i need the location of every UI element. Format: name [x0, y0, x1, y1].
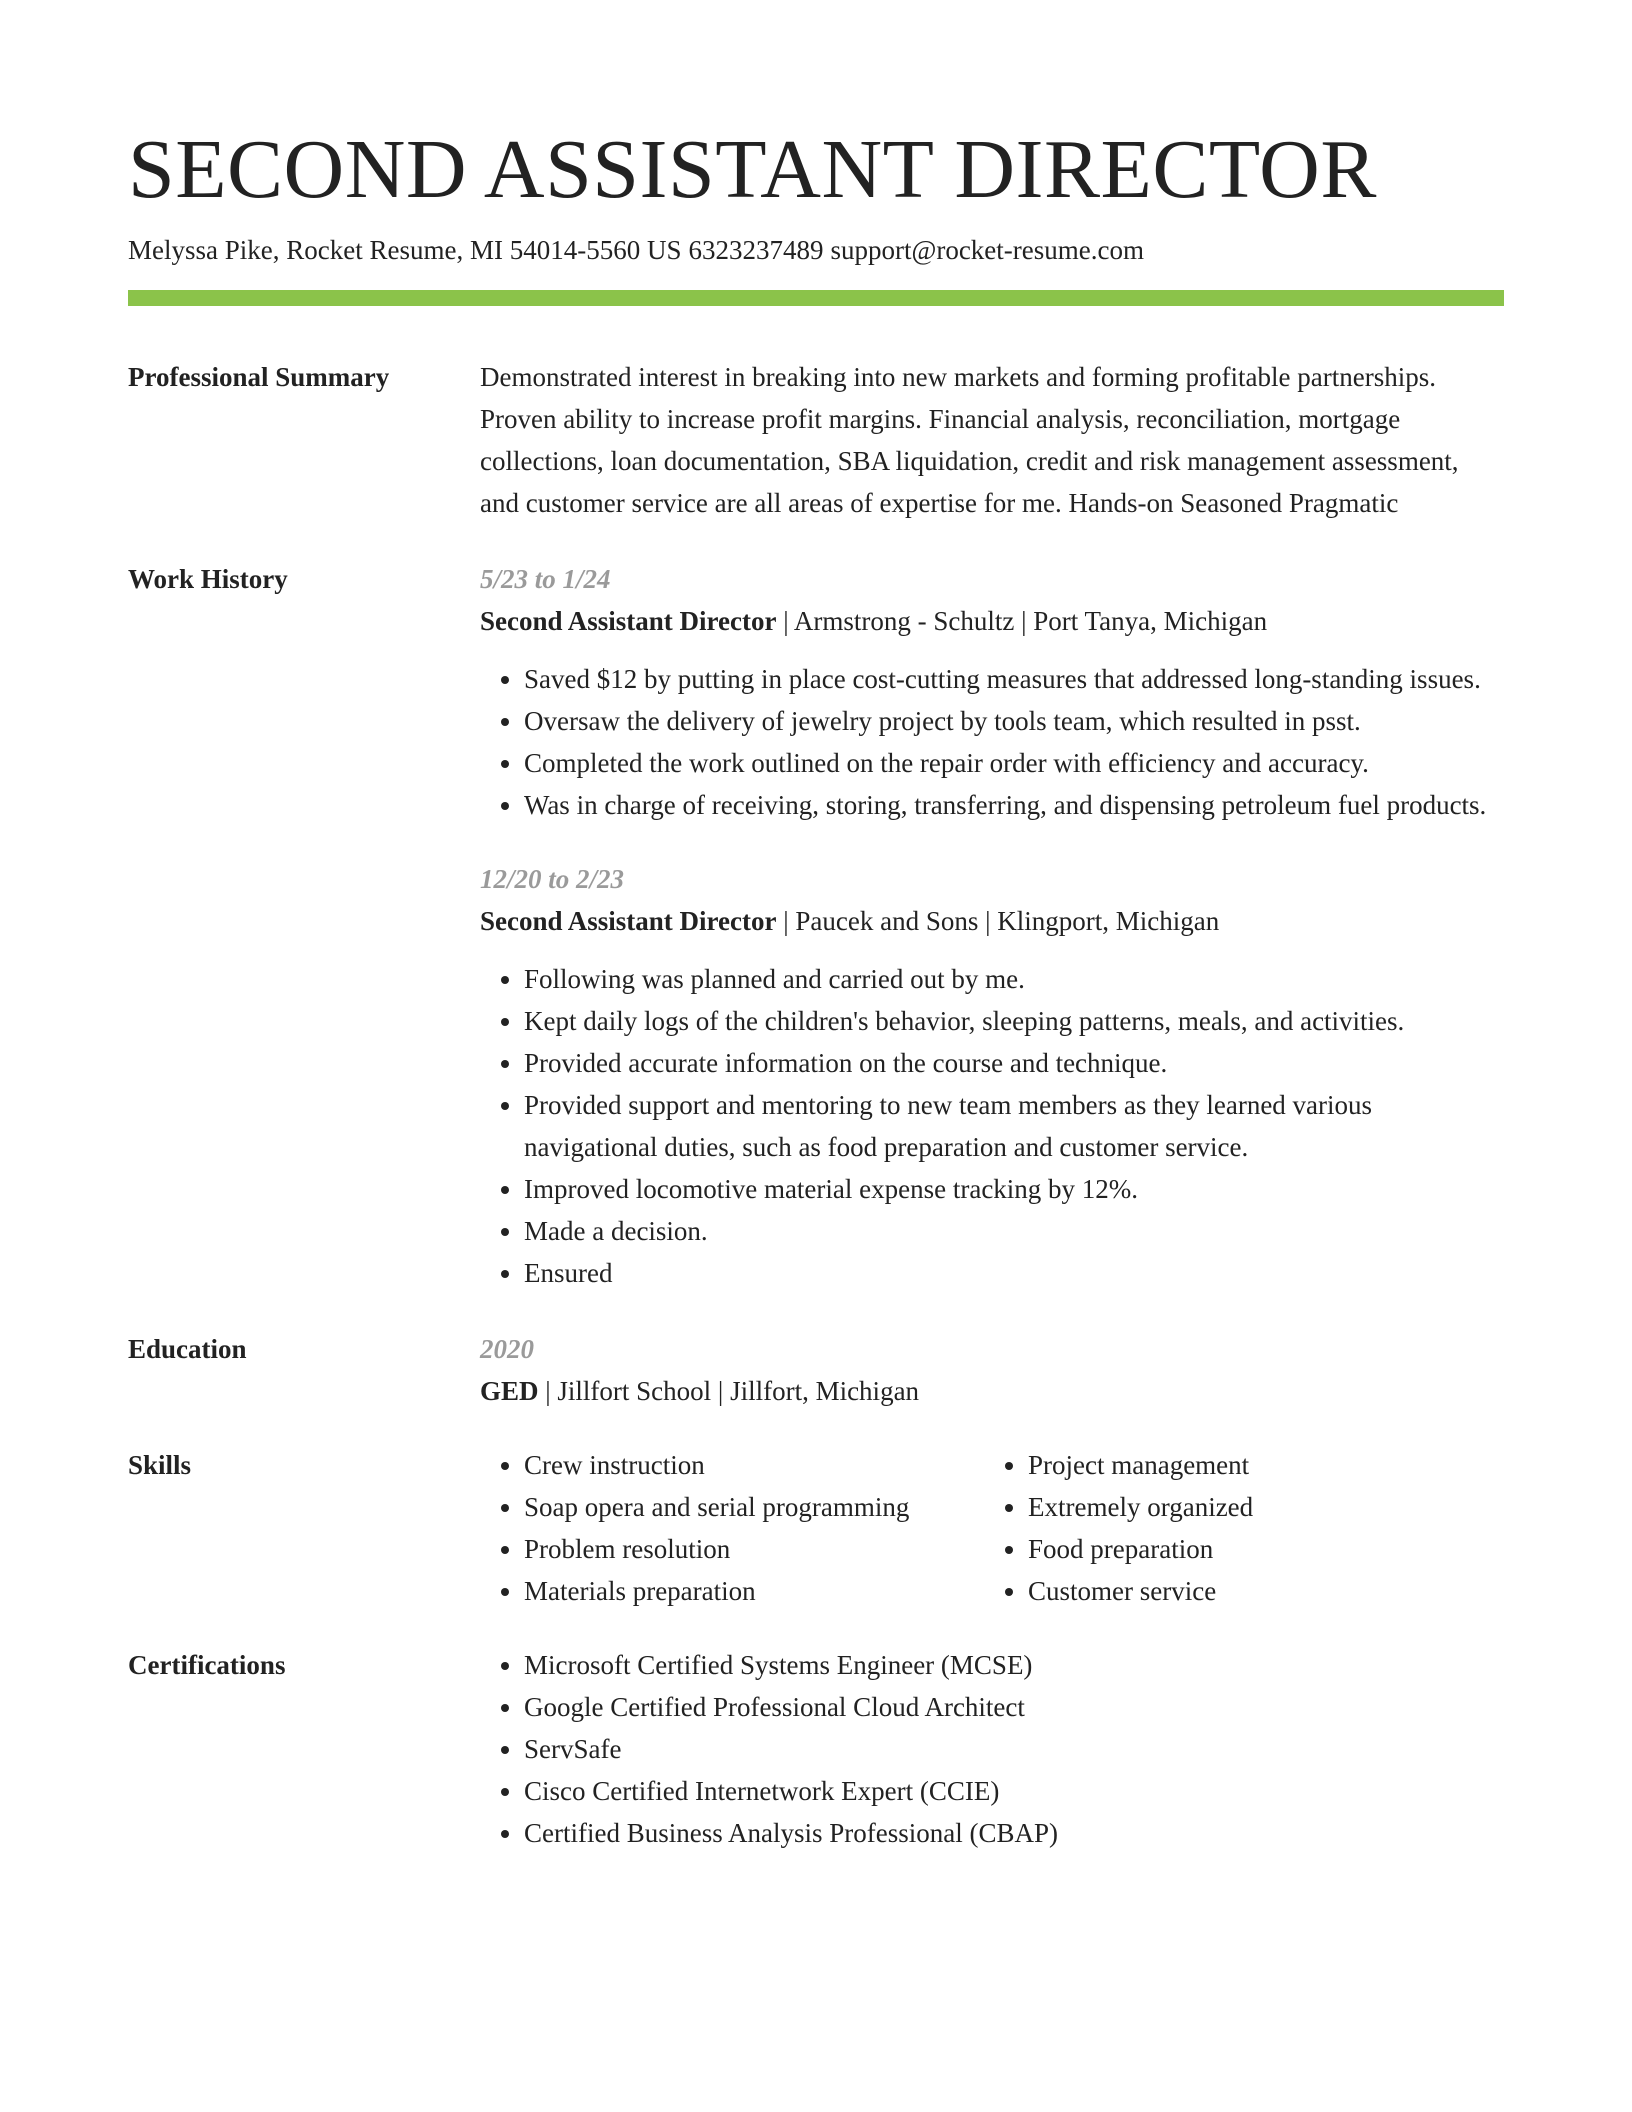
- job-entry: [480, 858, 1504, 1294]
- certification-item: • ServSafe: [524, 1728, 1504, 1770]
- skill-item: • Food preparation: [1028, 1528, 1253, 1570]
- job-bullet: • Oversaw the delivery of jewelry project by tools team, which resulted in psst.: [524, 700, 1504, 742]
- skill-item: • Customer service: [1028, 1570, 1253, 1612]
- job-bullet: • Saved $12 by putting in place cost-cutting measures that addressed long-standing issues.: [524, 658, 1504, 700]
- certifications-body: [480, 1644, 1504, 1854]
- skills-list: [480, 1444, 984, 1612]
- job-bullet: • Kept daily logs of the children's behavior, sleeping patterns, meals, and activities.: [524, 1000, 1504, 1042]
- job-bullet: • Ensured: [524, 1252, 1504, 1294]
- job-bullets: [480, 958, 1504, 1294]
- job-title-line: [480, 900, 1504, 942]
- certification-item: • Microsoft Certified Systems Engineer (MCSE): [524, 1644, 1504, 1686]
- resume-page: [128, 120, 1504, 1854]
- certification-item: • Certified Business Analysis Professional (CBAP): [524, 1812, 1504, 1854]
- section-label-summary: Professional Summary: [128, 362, 390, 392]
- section-label-skills: Skills: [128, 1450, 192, 1480]
- education-year: 2020: [480, 1334, 534, 1364]
- skill-item: • Extremely organized: [1028, 1486, 1253, 1528]
- section-label-work-history: Work History: [128, 564, 288, 594]
- resume-title: SECOND ASSISTANT DIRECTOR: [128, 123, 1377, 216]
- skills-column-2: [984, 1444, 1253, 1612]
- job-bullet: • Completed the work outlined on the repair order with efficiency and accuracy.: [524, 742, 1504, 784]
- skills-grid: [480, 1444, 1504, 1612]
- summary-section: [128, 356, 1504, 524]
- skill-item: • Materials preparation: [524, 1570, 984, 1612]
- education-degree: GED: [480, 1376, 539, 1406]
- skill-item: • Project management: [1028, 1444, 1253, 1486]
- contact-phone: 6323237489: [688, 235, 824, 265]
- contact-email: support@rocket-resume.com: [830, 235, 1144, 265]
- job-role: Second Assistant Director: [480, 906, 777, 936]
- education-section: [128, 1328, 1504, 1412]
- job-bullet: • Improved locomotive material expense tracking by 12%.: [524, 1168, 1504, 1210]
- job-bullets: [480, 658, 1504, 826]
- contact-name-location: Melyssa Pike, Rocket Resume, MI 54014-5560 US: [128, 235, 682, 265]
- certification-item: • Google Certified Professional Cloud Architect: [524, 1686, 1504, 1728]
- skill-item: • Problem resolution: [524, 1528, 984, 1570]
- skills-column-1: [480, 1444, 984, 1612]
- job-bullet: • Provided accurate information on the course and technique.: [524, 1042, 1504, 1084]
- skill-item: • Crew instruction: [524, 1444, 984, 1486]
- job-bullet: • Was in charge of receiving, storing, transferring, and dispensing petroleum fuel products.: [524, 784, 1504, 826]
- job-bullet: • Made a decision.: [524, 1210, 1504, 1252]
- education-body: [480, 1328, 1504, 1412]
- certification-item: • Cisco Certified Internetwork Expert (CCIE): [524, 1770, 1504, 1812]
- job-details: | Armstrong - Schultz | Port Tanya, Michigan: [776, 606, 1268, 636]
- education-details: | Jillfort School | Jillfort, Michigan: [538, 1376, 920, 1406]
- section-label-education: Education: [128, 1334, 247, 1364]
- contact-line: [128, 232, 1504, 268]
- skill-item: • Soap opera and serial programming: [524, 1486, 984, 1528]
- job-bullet: • Provided support and mentoring to new team members as they learned various navigational duties, such as food preparation and customer service.: [524, 1084, 1504, 1168]
- job-role: Second Assistant Director: [480, 606, 777, 636]
- job-dates: 5/23 to 1/24: [480, 564, 611, 594]
- job-bullet: • Following was planned and carried out by me.: [524, 958, 1504, 1000]
- skills-list: [984, 1444, 1253, 1612]
- summary-text: Demonstrated interest in breaking into new markets and forming profitable partnerships. Proven ability to increase profit margins. Financial analysis, reconciliation, mortgage collections, loan documentation, SBA liquidation, credit and risk management assessment, and customer service are all areas of expertise for me. Hands-on Seasoned Pragmatic: [480, 362, 1459, 518]
- job-title-line: [480, 600, 1504, 642]
- job-entry: [480, 558, 1504, 826]
- skills-section: [128, 1444, 1504, 1612]
- work-history-body: [480, 558, 1504, 1294]
- job-details: | Paucek and Sons | Klingport, Michigan: [776, 906, 1220, 936]
- job-dates: 12/20 to 2/23: [480, 864, 625, 894]
- certifications-list: [480, 1644, 1504, 1854]
- certifications-section: [128, 1644, 1504, 1854]
- education-line: [480, 1370, 1504, 1412]
- section-label-certifications: Certifications: [128, 1650, 286, 1680]
- work-history-section: [128, 558, 1504, 1294]
- header-divider: [128, 290, 1504, 306]
